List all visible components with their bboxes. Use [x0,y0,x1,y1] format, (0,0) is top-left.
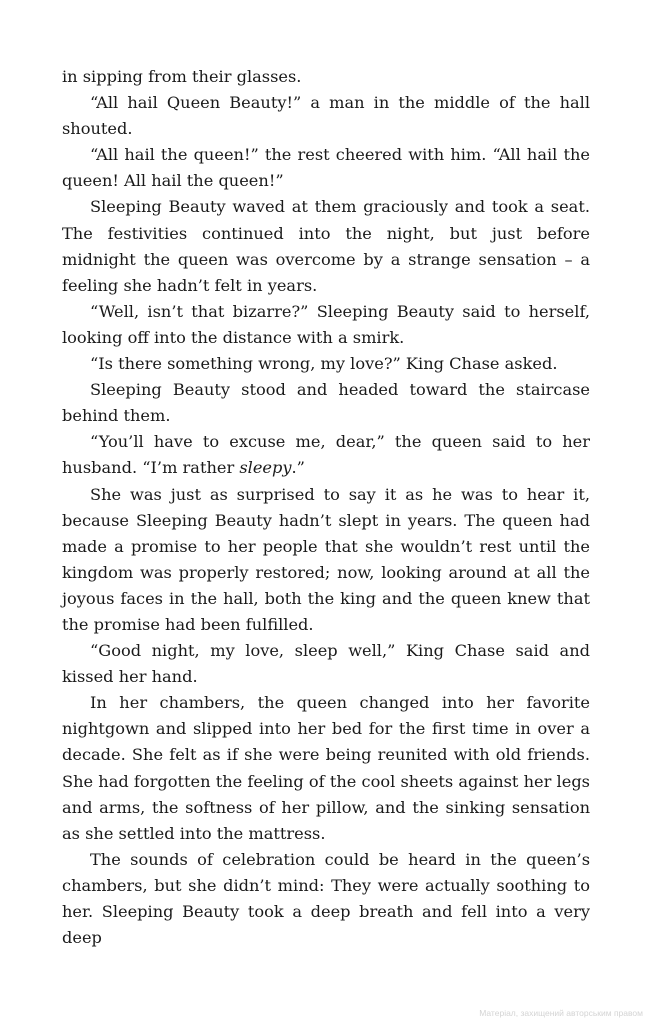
paragraph-9-text: She was just as surprised to say it as he was to hear it, because Sleeping Beauty hadn’t slept in years. The queen had made a promise to her people that she wouldn’t rest until the kingdom was properly restored; now, looking around at all the joyous faces in the hall, both the king and the queen knew that the promise had been fulfilled. [62,484,590,634]
paragraph-3-text: “All hail the queen!” the rest cheered with him. “All hail the queen! All hail the queen!” [62,145,590,191]
paragraph-10-text: “Good night, my love, sleep well,” King Chase said and kissed her hand. [62,641,590,687]
paragraph-4-text: Sleeping Beauty waved at them graciously and took a seat. The festivities continued into the night, but just before midnight the queen was overcome by a strange sensation – a feeling she hadn’t felt in years. [62,197,590,295]
paragraph-7 [62,377,590,429]
paragraph-12-text: The sounds of celebration could be heard in the queen’s chambers, but she didn’t mind: They were actually soothing to her. Sleeping Beauty took a deep breath and fell into a very deep [62,849,590,948]
paragraph-11 [62,690,590,847]
paragraph-10 [62,638,590,690]
book-page-body [62,64,590,951]
paragraph-8 [62,429,590,481]
paragraph-1 [62,64,590,90]
paragraph-7-text: Sleeping Beauty stood and headed toward the staircase behind them. [62,380,590,426]
paragraph-8-italic-word: sleepy [239,458,292,478]
paragraph-9 [62,482,590,639]
paragraph-5 [62,299,590,351]
copyright-watermark: Матеріал, захищений авторським правом [479,1008,643,1018]
paragraph-6-text: “Is there something wrong, my love?” King Chase asked. [90,354,558,374]
paragraph-11-text: In her chambers, the queen changed into her favorite nightgown and slipped into her bed for the first time in over a decade. She felt as if she were being reunited with old friends. She had forgotten the feeling of the cool sheets against her legs and arms, the softness of her pillow, and the sinking sensation as she settled into the mattress. [62,693,590,843]
paragraph-8-text: “You’ll have to excuse me, dear,” the queen said to her husband. “I’m rather [62,432,590,478]
paragraph-1-text: in sipping from their glasses. [62,67,302,86]
paragraph-6 [62,351,590,377]
paragraph-5-text: “Well, isn’t that bizarre?” Sleeping Beauty said to herself, looking off into the distance with a smirk. [62,301,590,347]
paragraph-4 [62,194,590,298]
paragraph-12 [62,847,590,951]
paragraph-2-text: “All hail Queen Beauty!” a man in the middle of the hall shouted. [62,93,590,139]
paragraph-3 [62,142,590,194]
paragraph-8-text-end: .” [291,458,305,478]
paragraph-2 [62,90,590,142]
